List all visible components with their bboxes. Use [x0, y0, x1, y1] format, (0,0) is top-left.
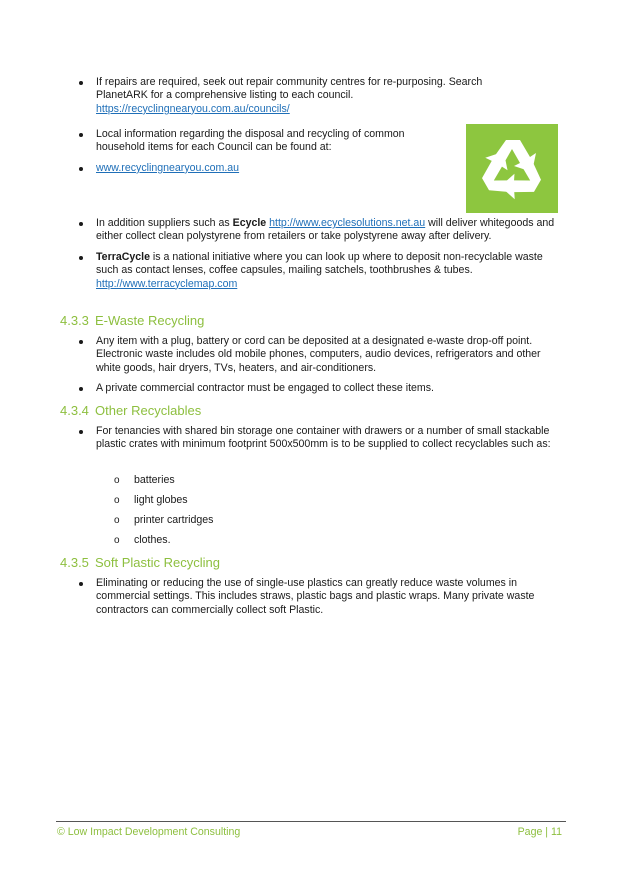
ecycle-name: Ecycle [232, 217, 267, 229]
list-item [76, 251, 556, 291]
other-list [76, 425, 556, 452]
list-item [76, 76, 536, 116]
footer-left: © Low Impact Development Consulting [57, 826, 241, 838]
recycle-image [466, 124, 558, 213]
list-item [76, 382, 566, 395]
recyclables-sublist [114, 474, 213, 554]
terracycle-text: is a national initiative where you can look up where to deposit non-recyclable waste such as contact lenses, coffee capsules, mailing satchels, toothbrushes & tubes. [96, 250, 543, 277]
ewaste-text: Any item with a plug, battery or cord can be deposited at a designated e-waste drop-off point. Electronic waste includes old mobile phones, computers, audio devices, refrigerators and other white goods, hair dryers, TVs, heaters, and air-conditioners. [96, 335, 541, 374]
heading-ewaste [60, 313, 204, 329]
repairs-text: If repairs are required, seek out repair community centres for re-purposing. Search PlanetARK for a comprehensive listing to each council. [96, 76, 483, 102]
sub-item [114, 474, 213, 494]
footer-page-number: Page | 11 [517, 826, 562, 838]
heading-soft-plastic [60, 555, 220, 571]
list-item [76, 335, 566, 375]
sub-marker: o [114, 515, 120, 526]
local-info-text: Local information regarding the disposal and recycling of common household items for each Council can be found at: [96, 128, 405, 154]
sub-item-text: light globes [134, 494, 188, 506]
local-info-list [76, 128, 456, 175]
other-text: For tenancies with shared bin storage one container with drawers or a number of small stackable plastic crates with minimum footprint 500x500mm is to be supplied to collect recyclables such as: [96, 425, 551, 451]
recyclingnearyou-link[interactable]: www.recyclingnearyou.com.au [96, 161, 240, 174]
list-item [76, 128, 456, 155]
recycle-icon [466, 124, 558, 213]
suppliers-list [76, 217, 556, 291]
councils-link[interactable]: https://recyclingnearyou.com.au/councils/ [96, 102, 290, 115]
footer-divider [56, 821, 566, 822]
sub-item-text: printer cartridges [134, 514, 214, 526]
ewaste-contractor-text: A private commercial contractor must be engaged to collect these items. [96, 382, 434, 395]
soft-plastic-text: Eliminating or reducing the use of single-use plastics can greatly reduce waste volumes in commercial settings. This includes straws, plastic bags and plastic wraps. Many private waste contractors can commercially collect soft Plastic. [96, 577, 535, 616]
sub-item-text: batteries [134, 474, 175, 486]
suppliers-post: will deliver whitegoods and either collect clean polystyrene from retailers or take polystyrene away after delivery. [96, 217, 555, 243]
ecycle-link[interactable]: http://www.ecyclesolutions.net.au [269, 217, 426, 229]
heading-number: 4.3.3 [60, 313, 89, 328]
list-item [76, 162, 456, 175]
sub-item [114, 494, 213, 514]
list-item [76, 577, 566, 617]
heading-title: Soft Plastic Recycling [95, 555, 220, 570]
heading-other [60, 403, 201, 419]
sub-item-text: clothes. [134, 534, 171, 546]
terracycle-link[interactable]: http://www.terracyclemap.com [96, 277, 238, 290]
sub-item [114, 534, 213, 554]
heading-title: E-Waste Recycling [95, 313, 205, 328]
suppliers-pre: In addition suppliers such as [96, 217, 233, 229]
sub-item [114, 514, 213, 534]
soft-plastic-list [76, 577, 566, 617]
list-item [76, 217, 556, 244]
sub-marker: o [114, 475, 120, 486]
ewaste-list [76, 335, 566, 396]
terracycle-name: TerraCycle [96, 250, 150, 263]
list-item [76, 425, 556, 452]
heading-number: 4.3.4 [60, 403, 89, 418]
repairs-list [76, 76, 516, 116]
sub-marker: o [114, 495, 120, 506]
heading-title: Other Recyclables [95, 403, 202, 418]
sub-marker: o [114, 535, 120, 546]
heading-number: 4.3.5 [60, 555, 89, 570]
